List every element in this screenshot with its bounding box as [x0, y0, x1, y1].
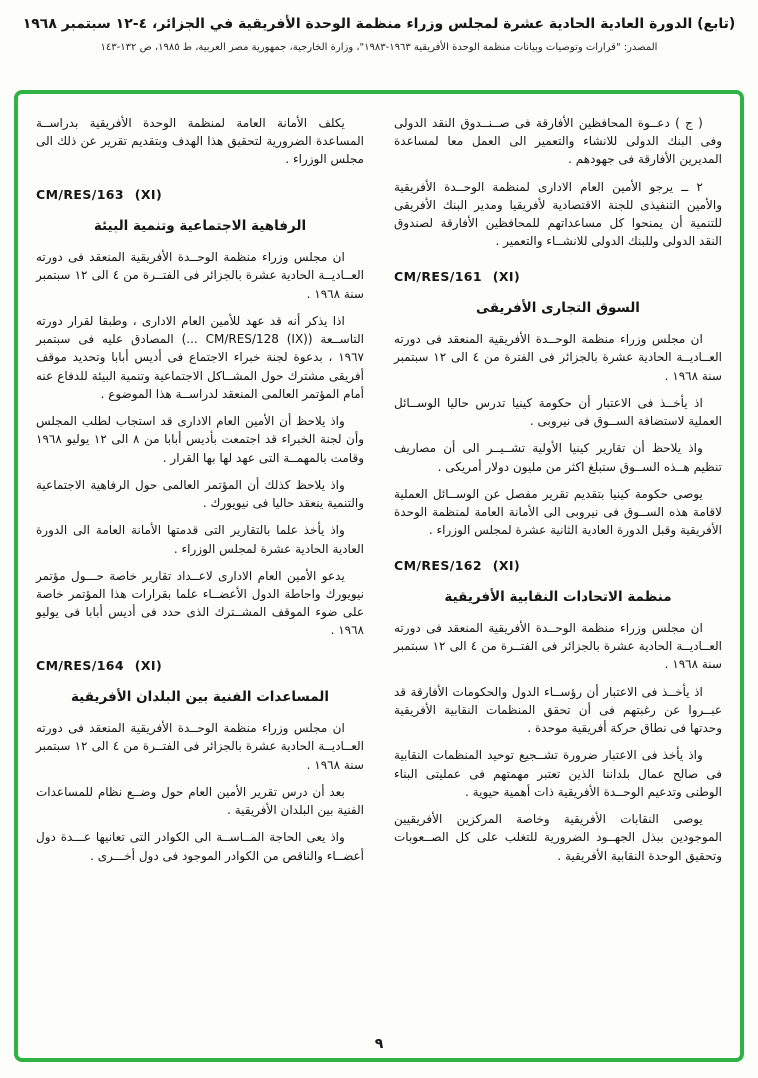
paragraph: يكلف الأمانة العامة لمنظمة الوحدة الأفريقية بدراســة المساعدة الضرورية لتحقيق هذا الهدف وبتقديم تقرير عن ذلك الى مجلس الوزراء .: [36, 116, 364, 167]
resolution-title: السوق التجارى الأفريقى: [476, 299, 640, 316]
resolution-code: CM/RES/163 (XI): [36, 186, 163, 202]
resolution-code: CM/RES/164 (XI): [36, 657, 163, 673]
page-header: [0, 0, 758, 53]
resolution-title: منظمة الاتحادات النقابية الأفريقية: [444, 588, 672, 605]
green-frame: [14, 90, 744, 1062]
paragraph: بعد أن درس تقرير الأمين العام حول وضــع نظام للمساعدات الفنية بين البلدان الأفريقية .: [36, 784, 364, 818]
resolution-code: CM/RES/161 (XI): [394, 268, 521, 284]
paragraph: ٢ ــ يرجو الأمين العام الادارى لمنظمة الوحــدة الأفريقية والأمين التنفيذى للجنة الاقتصادية لأفريقيا ومدير البنك الأفريقى للتنمية أن يمنحوا كل مساعداتهم للمحافظين الأفارقة لصندوق النقد الدولى وللبنك الدولى للانشــاء والتعمير .: [394, 179, 722, 249]
paragraph: اذا يذكر أنه قد عهد للأمين العام الادارى ، وطبقا لقرار دورته التاســعة (CM/RES/128 (IX) ...) المصادق عليه فى سبتمبر ١٩٦٧ ، بدعوة لجنة خبراء الاجتماع فى أديس أبابا وتحديد موقف أفريقى مشترك حول المشــاكل الاجتماعية وتنمية البيئة للدفاع عنه أمام المؤتمر العالمى المنعقد لدراســة هذا الموضوع .: [36, 313, 364, 401]
paragraph: يوصى النقابات الأفريقية وخاصة المركزين الأفريقيين الموجودين ببذل الجهــود الضرورية للتغلب على كل الصــعوبات وتحقيق الوحدة النقابية الأفريقية .: [394, 812, 722, 863]
paragraph: واذ يأخذ علما بالتقارير التى قدمتها الأمانة العامة الى الدورة العادية الحادية عشرة لمجلس الوزراء .: [36, 523, 364, 556]
paragraph: ان مجلس وزراء منظمة الوحــدة الأفريقية المنعقد فى دورته العــاديــة الحادية عشرة بالجزائر فى الفترة من ٤ الى ١٢ سبتمبر سنة ١٩٦٨ .: [394, 332, 722, 383]
paragraph: ان مجلس وزراء منظمة الوحــدة الأفريقية المنعقد فى دورته العــاديــة الحادية عشرة بالجزائر فى الفتــرة من ٤ الى ١٢ سبتمبر سنة ١٩٦٨ .: [36, 250, 364, 301]
column-right: [394, 114, 722, 1032]
document-title: (تابع) الدورة العادية الحادية عشرة لمجلس وزراء منظمة الوحدة الأفريقية في الجزائر، ٤-١٢ سبتمبر ١٩٦٨: [22, 16, 736, 32]
paragraph: اذ يأخــذ فى الاعتبار أن حكومة كينيا تدرس حاليا الوســائل العملية لاستضافة الســوق فى نيروبى .: [394, 395, 722, 429]
text-columns: [36, 114, 722, 1032]
paragraph: واذ يأخذ فى الاعتبار ضرورة تشــجيع توحيد المنظمات النقابية فى صالح عمال بلداننا الذين تعتبر مهمتهم فى عمليتى البناء الوطنى وتدعيم الوحــدة الأفريقية ذات أهمية حيوية .: [394, 748, 722, 799]
paragraph: يوصى حكومة كينيا بتقديم تقرير مفصل عن الوســائل العملية لاقامة هذه الســوق فى نيروبى الى الأمانة العامة لمنظمة الوحدة الأفريقية وقبل الدورة العادية الثانية عشرة لمجلس الوزراء .: [394, 486, 722, 538]
document-source-line: المصدر: "قرارات وتوصيات وبيانات منظمة الوحدة الأفريقية ١٩٦٣-١٩٨٣"، وزارة الخارجية، جمهورية مصر العربية، ط ١٩٨٥، ص ١٣٢-١٤٣: [100, 42, 658, 53]
paragraph: واذ يعى الحاجة المــاســة الى الكوادر التى تعانيها عـــدة دول أعضــاء والناقص من الكوادر الموجود فى دول أخـــرى .: [36, 830, 364, 863]
resolution-code: CM/RES/162 (XI): [394, 557, 521, 573]
resolution-title: المساعدات الفنية بين البلدان الأفريقية: [71, 688, 329, 705]
paragraph: واذ يلاحظ كذلك أن المؤتمر العالمى حول الرفاهية الاجتماعية والتنمية ينعقد حاليا فى نيويورك .: [36, 477, 364, 511]
paragraph: يدعو الأمين العام الادارى لاعــداد تقارير خاصة حـــول مؤتمر نيويورك واحاطة الدول الأعضــاء علما بقرارات هذا المؤتمر خاصة على ضوء الموقف المشــترك الذى حدد فى أديس أبابا فى يوليو ١٩٦٨ .: [36, 568, 364, 638]
paragraph: اذ يأخــذ فى الاعتبار أن رؤســاء الدول والحكومات الأفارقة قد عبــروا عن رغبتهم فى أن تحقق المنظمات النقابية الأفريقية وحدتها فى نطاق حركة أفريقية موحدة .: [394, 684, 722, 736]
paragraph: واذ يلاحظ أن تقارير كينيا الأولية تشــيــر الى أن مصاريف تنظيم هــذه الســوق ستبلغ اكثر من مليون دولار أمريكى .: [394, 441, 722, 474]
paragraph: ( ج ) دعــوة المحافظين الأفارقة فى صــنــدوق النقد الدولى وفى البنك الدولى للانشاء والتعمير الى العمل معا لمساعدة المديرين الأفارقة فى جهودهم .: [394, 116, 722, 167]
paragraph: ان مجلس وزراء منظمة الوحــدة الأفريقية المنعقد فى دورته العــاديــة الحادية عشرة بالجزائر فى الفتــرة من ٤ الى ١٢ سبتمبر سنة ١٩٦٨ .: [36, 721, 364, 772]
paragraph: ان مجلس وزراء منظمة الوحــدة الأفريقية المنعقد فى دورته العــاديــة الحادية عشرة بالجزائر فى الفتــرة من ٤ الى ١٢ سبتمبر سنة ١٩٦٨ .: [394, 621, 722, 672]
paragraph: واذ يلاحظ أن الأمين العام الادارى قد استجاب لطلب المجلس وأن لجنة الخبراء قد اجتمعت بأديس أبابا من ٨ الى ١٢ يوليو ١٩٦٨ وقامت بالمهمــة التى عهد لها بها القرار .: [36, 414, 365, 465]
resolution-title: الرفاهية الاجتماعية وتنمية البيئة: [93, 217, 307, 234]
column-left: [36, 114, 364, 1032]
page-number: ٩: [374, 1036, 384, 1052]
